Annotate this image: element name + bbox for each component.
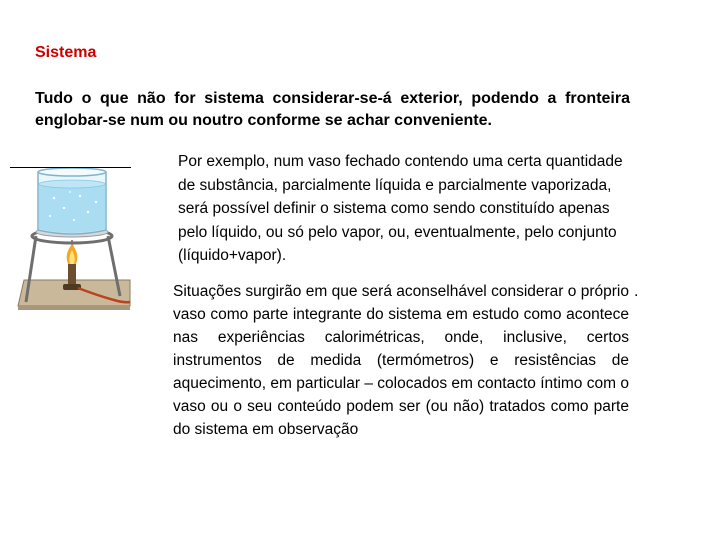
situations-paragraph: Situações surgirão em que será aconselhável considerar o próprio vaso como parte integrante do sistema em estudo como acontece nas experiências calorimétricas, onde, inclusive, certos instrumentos de medida (termómetros) e resistências de aquecimento, em particular – colocados em contacto íntimo com o vaso ou o seu conteúdo podem ser (ou não) tratados como parte do sistema em observação — [173, 283, 629, 438]
example-paragraph: Por exemplo, num vaso fechado contendo uma certa quantidade de substância, parcialmente líquida e parcialmente vaporizada, será possível definir o sistema como sendo constituído apenas pelo líquido, ou só pelo vapor, ou, eventualmente, pelo conjunto (líquido+vapor). — [178, 153, 623, 264]
slide-title: Sistema — [35, 44, 97, 61]
stray-dot: . — [634, 283, 639, 300]
heated-beaker-illustration — [14, 168, 134, 316]
intro-paragraph: Tudo o que não for sistema considerar-se-á exterior, podendo a fronteira englobar-se num ou noutro conforme se achar conveniente. — [35, 90, 630, 129]
beaker-water — [39, 184, 105, 233]
burner — [68, 264, 76, 286]
